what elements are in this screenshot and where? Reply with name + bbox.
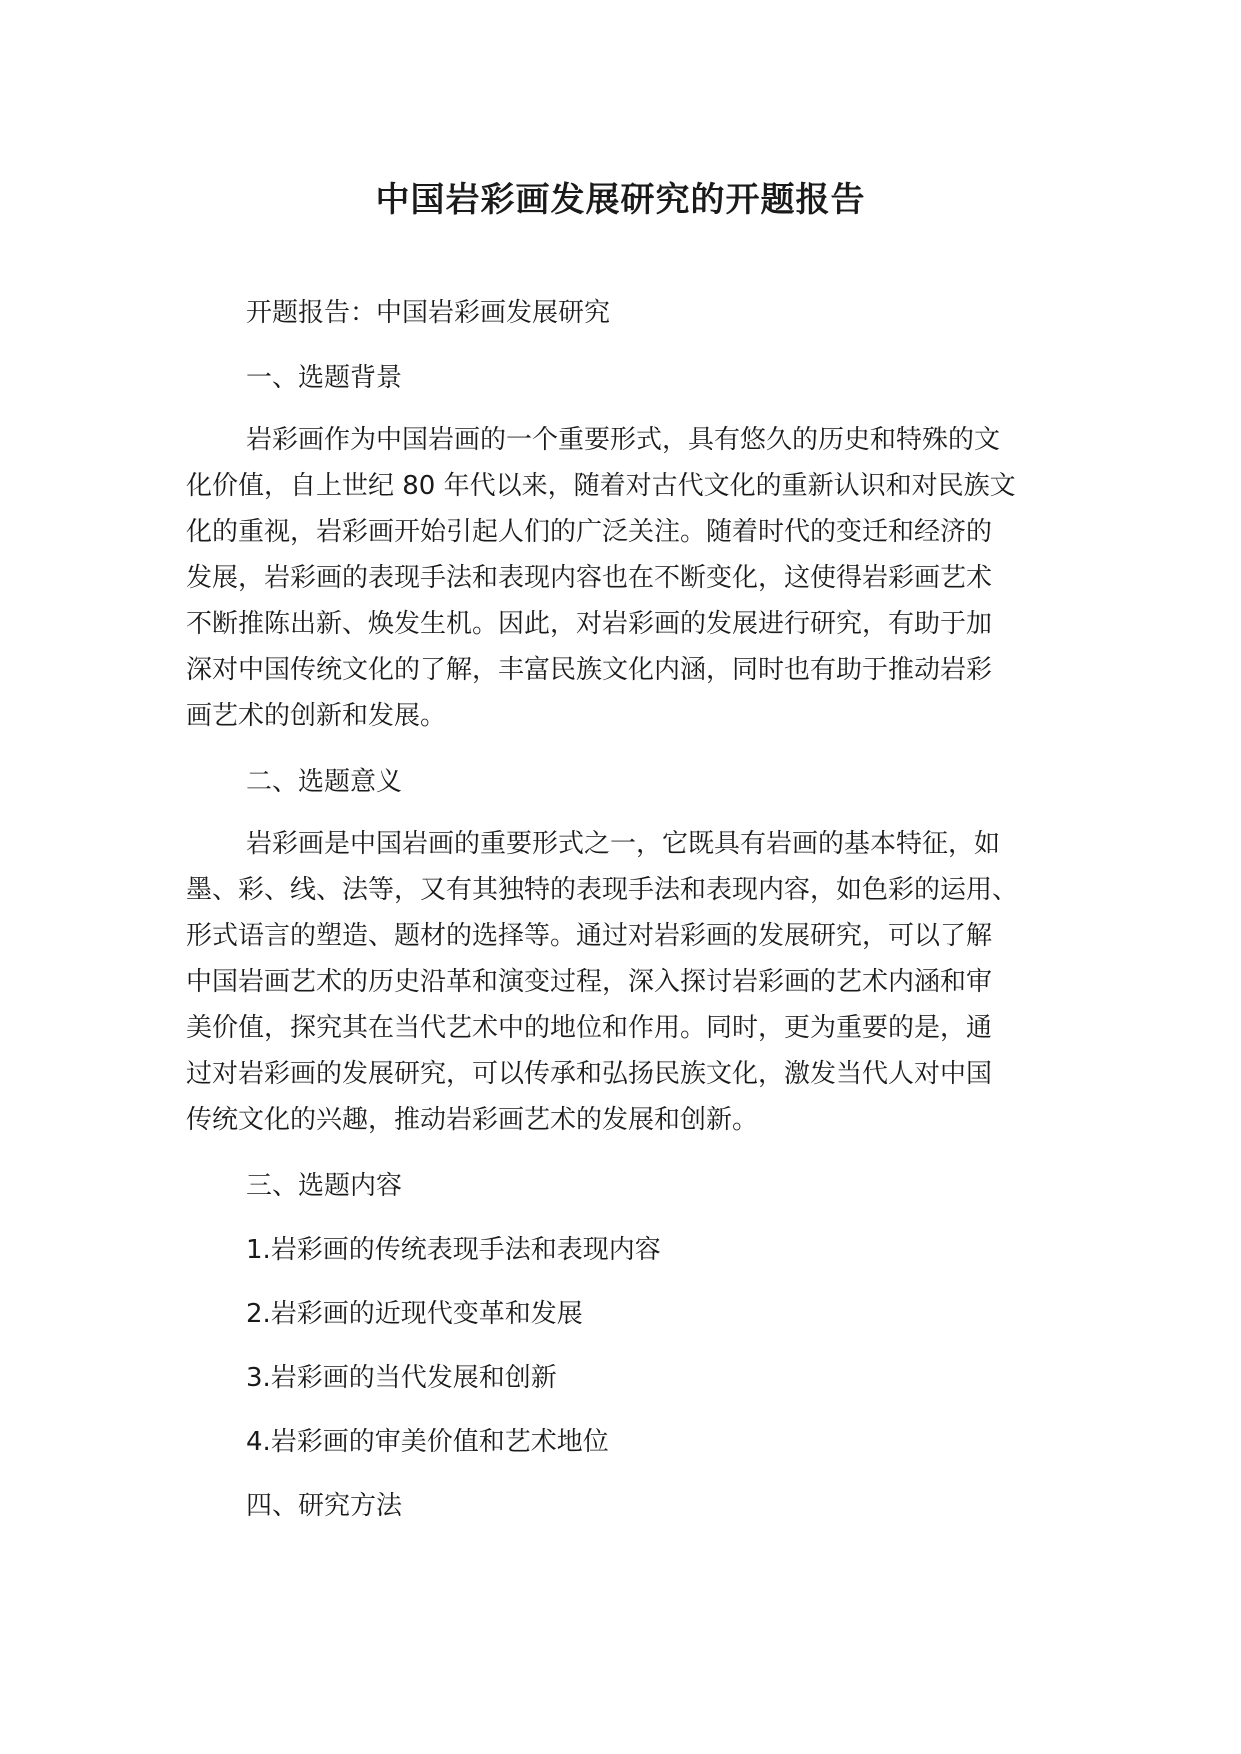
list-item: 4.岩彩画的审美价值和艺术地位 [246, 1427, 609, 1457]
paragraph-line: 深对中国传统文化的了解，丰富民族文化内涵，同时也有助于推动岩彩 [186, 655, 993, 685]
list-item: 1.岩彩画的传统表现手法和表现内容 [246, 1235, 661, 1265]
paragraph-line: 过对岩彩画的发展研究，可以传承和弘扬民族文化，激发当代人对中国 [186, 1059, 993, 1089]
paragraph-line: 不断推陈出新、焕发生机。因此，对岩彩画的发展进行研究，有助于加 [186, 609, 993, 639]
paragraph-line: 墨、彩、线、法等，又有其独特的表现手法和表现内容，如色彩的运用、 [186, 875, 1019, 905]
list-item: 2.岩彩画的近现代变革和发展 [246, 1299, 583, 1329]
section-heading-content: 三、选题内容 [246, 1171, 403, 1201]
paragraph-line: 形式语言的塑造、题材的选择等。通过对岩彩画的发展研究，可以了解 [186, 921, 993, 951]
paragraph-line: 传统文化的兴趣，推动岩彩画艺术的发展和创新。 [186, 1105, 759, 1135]
paragraph-line: 岩彩画作为中国岩画的一个重要形式，具有悠久的历史和特殊的文 [246, 425, 1001, 455]
section-heading-background: 一、选题背景 [246, 363, 403, 393]
paragraph-line: 中国岩画艺术的历史沿革和演变过程，深入探讨岩彩画的艺术内涵和审 [186, 967, 993, 997]
paragraph-line: 发展，岩彩画的表现手法和表现内容也在不断变化，这使得岩彩画艺术 [186, 563, 993, 593]
paragraph-line: 化的重视，岩彩画开始引起人们的广泛关注。随着时代的变迁和经济的 [186, 517, 993, 547]
paragraph-line: 化价值，自上世纪 80 年代以来，随着对古代文化的重新认识和对民族文 [186, 471, 1016, 501]
section-heading-significance: 二、选题意义 [246, 767, 403, 797]
section-heading-methods: 四、研究方法 [246, 1491, 403, 1521]
paragraph-line: 画艺术的创新和发展。 [186, 701, 447, 731]
list-item: 3.岩彩画的当代发展和创新 [246, 1363, 557, 1393]
paragraph-line: 岩彩画是中国岩画的重要形式之一，它既具有岩画的基本特征，如 [246, 829, 1001, 859]
document-title: 中国岩彩画发展研究的开题报告 [375, 180, 866, 220]
document-subtitle: 开题报告：中国岩彩画发展研究 [246, 298, 611, 328]
paragraph-line: 美价值，探究其在当代艺术中的地位和作用。同时，更为重要的是，通 [186, 1013, 993, 1043]
